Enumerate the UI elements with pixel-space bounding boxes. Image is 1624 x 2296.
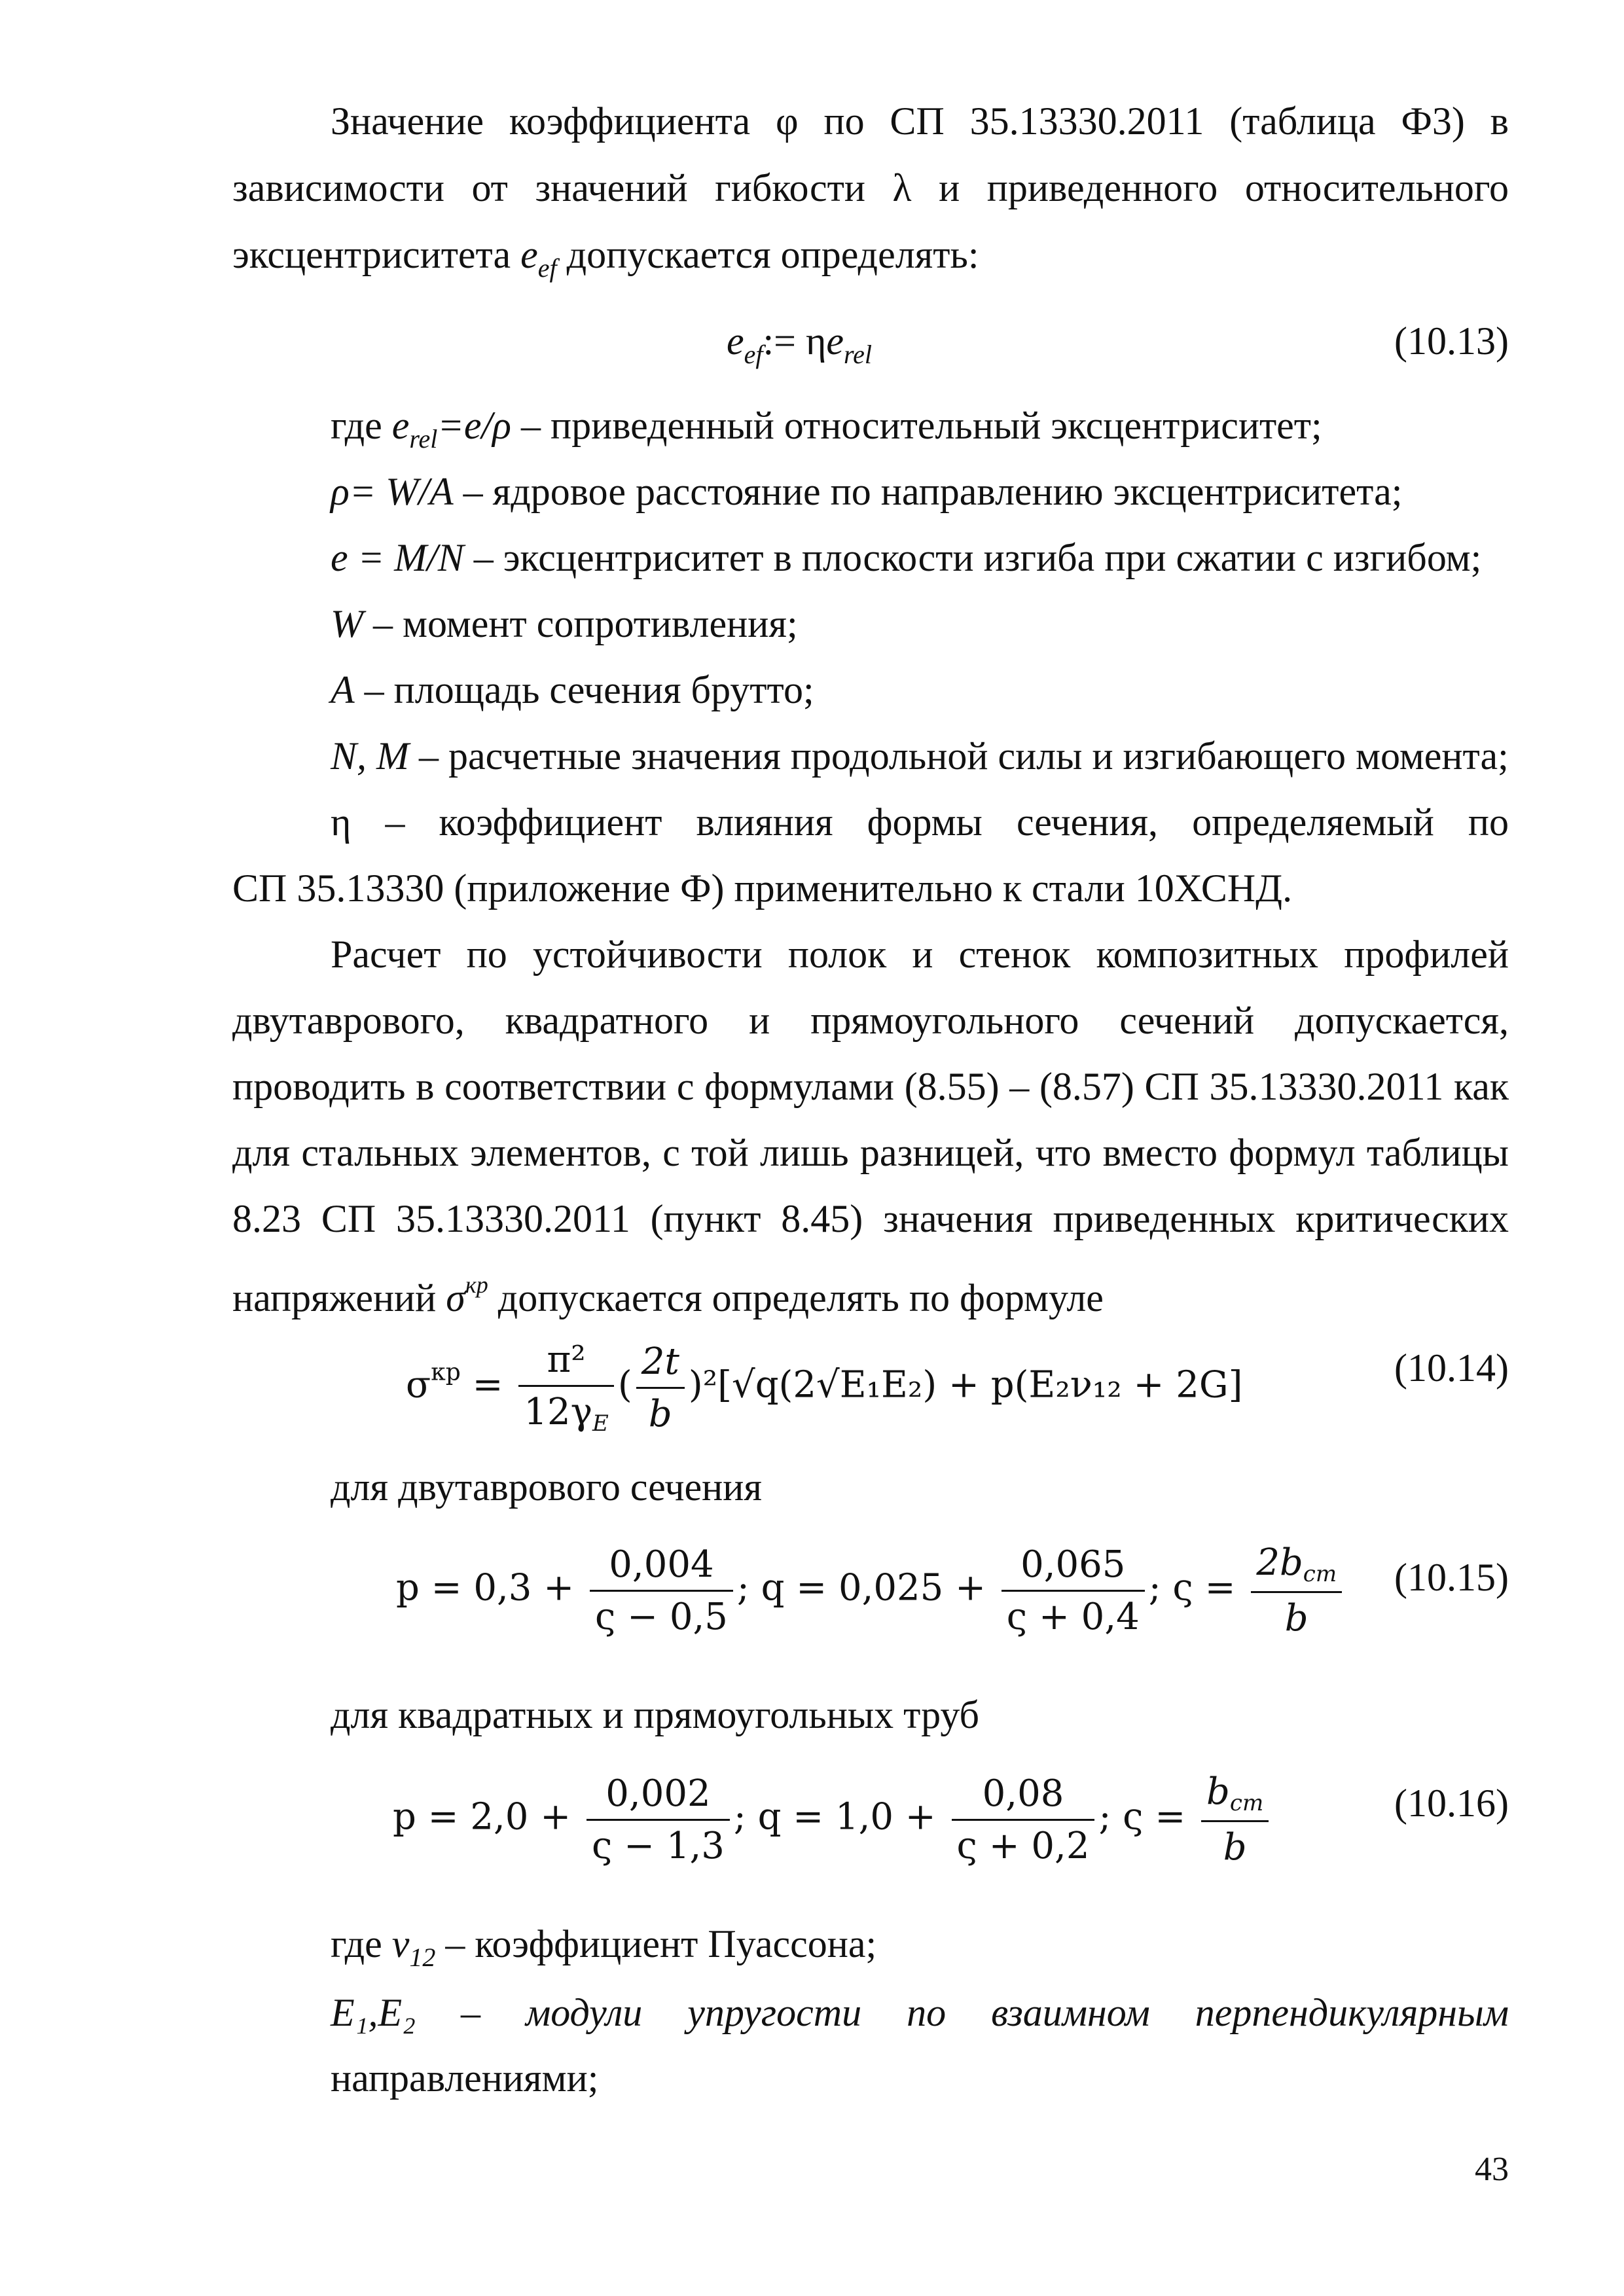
formula-label: для квадратных и прямоугольных труб [331, 1693, 980, 1736]
equation-10-14: $\sigma^{кр}$ = $\frac{\text{π²}}{12\gamma E}$ ( $\frac{2t}{b}$ )²[√q(2√E₁E₂) + p(E₂ν₁₂ + 2G] [406, 1338, 1243, 1437]
definition-line: N, M – расчетные значения продольной силы и изгибающего момента; [331, 734, 1509, 778]
paragraph-line: напряжений $\sigma^{кр}$ допускается определять по формуле [232, 1272, 1104, 1319]
definition-line: W – момент сопротивления; [331, 602, 798, 645]
definition-line: где $\nu_{12}$ – коэффициент Пуассона; [331, 1922, 877, 1972]
paragraph-line: Значение коэффициента φ по СП 35.13330.2011 (таблица Ф3) в [331, 99, 1509, 143]
definition-line: A – площадь сечения брутто; [331, 668, 814, 711]
equation-10-15: p = 0,3 + $\frac{0,004}{\varsigma - 0,5}$ ; q = 0,025 + $\frac{0,065}{\varsigma + 0,4}$ ; ς = $\frac{\text{2bcm}}{b}$ [396, 1541, 1346, 1640]
equation-number: (10.16) [1394, 1782, 1509, 1825]
page-number: 43 [1475, 2151, 1509, 2188]
equation-number: (10.15) [1394, 1556, 1509, 1599]
paragraph-line: эксцентриситета $e_{ef}$ допускается определять: [232, 233, 979, 283]
paragraph-line: проводить в соответствии с формулами (8.55) – (8.57) СП 35.13330.2011 как [232, 1065, 1509, 1108]
definition-line: ρ= W/A – ядровое расстояние по направлению эксцентриситета; [331, 470, 1403, 513]
definition-line: η – коэффициент влияния формы сечения, определяемый по [331, 800, 1509, 844]
definition-line: СП 35.13330 (приложение Ф) применительно к стали 10ХСНД. [232, 867, 1293, 910]
equation-number: (10.13) [1394, 319, 1509, 363]
equation-10-13: $e_{ef}:= \eta e_{rel}$ [727, 319, 872, 369]
paragraph-line: двутаврового, квадратного и прямоугольного сечений допускается, [232, 999, 1509, 1042]
definition-line: направлениями; [331, 2056, 599, 2100]
paragraph-line: зависимости от значений гибкости λ и приведенного относительного [232, 166, 1509, 209]
definition-line: e = M/N – эксцентриситет в плоскости изгиба при сжатии с изгибом; [331, 536, 1482, 579]
definition-line: E₁,E₂ – модули упругости по взаимном перпендикулярным [331, 1991, 1509, 2034]
definition-line: где $e_{rel}=e/\rho$ – приведенный относительный эксцентриситет; [331, 404, 1322, 454]
paragraph-line: для стальных элементов, с той лишь разницей, что вместо формул таблицы [232, 1131, 1509, 1174]
equation-10-16: p = 2,0 + $\frac{0,002}{\varsigma - 1,3}$ ; q = 1,0 + $\frac{0,08}{\varsigma + 0,2}$ ; ς = $\frac{\text{bcm}}{b}$ [393, 1770, 1272, 1869]
paragraph-line: Расчет по устойчивости полок и стенок композитных профилей [331, 933, 1509, 976]
equation-number: (10.14) [1394, 1346, 1509, 1390]
formula-label: для двутаврового сечения [331, 1465, 762, 1509]
paragraph-line: 8.23 СП 35.13330.2011 (пункт 8.45) значения приведенных критических [232, 1197, 1509, 1240]
